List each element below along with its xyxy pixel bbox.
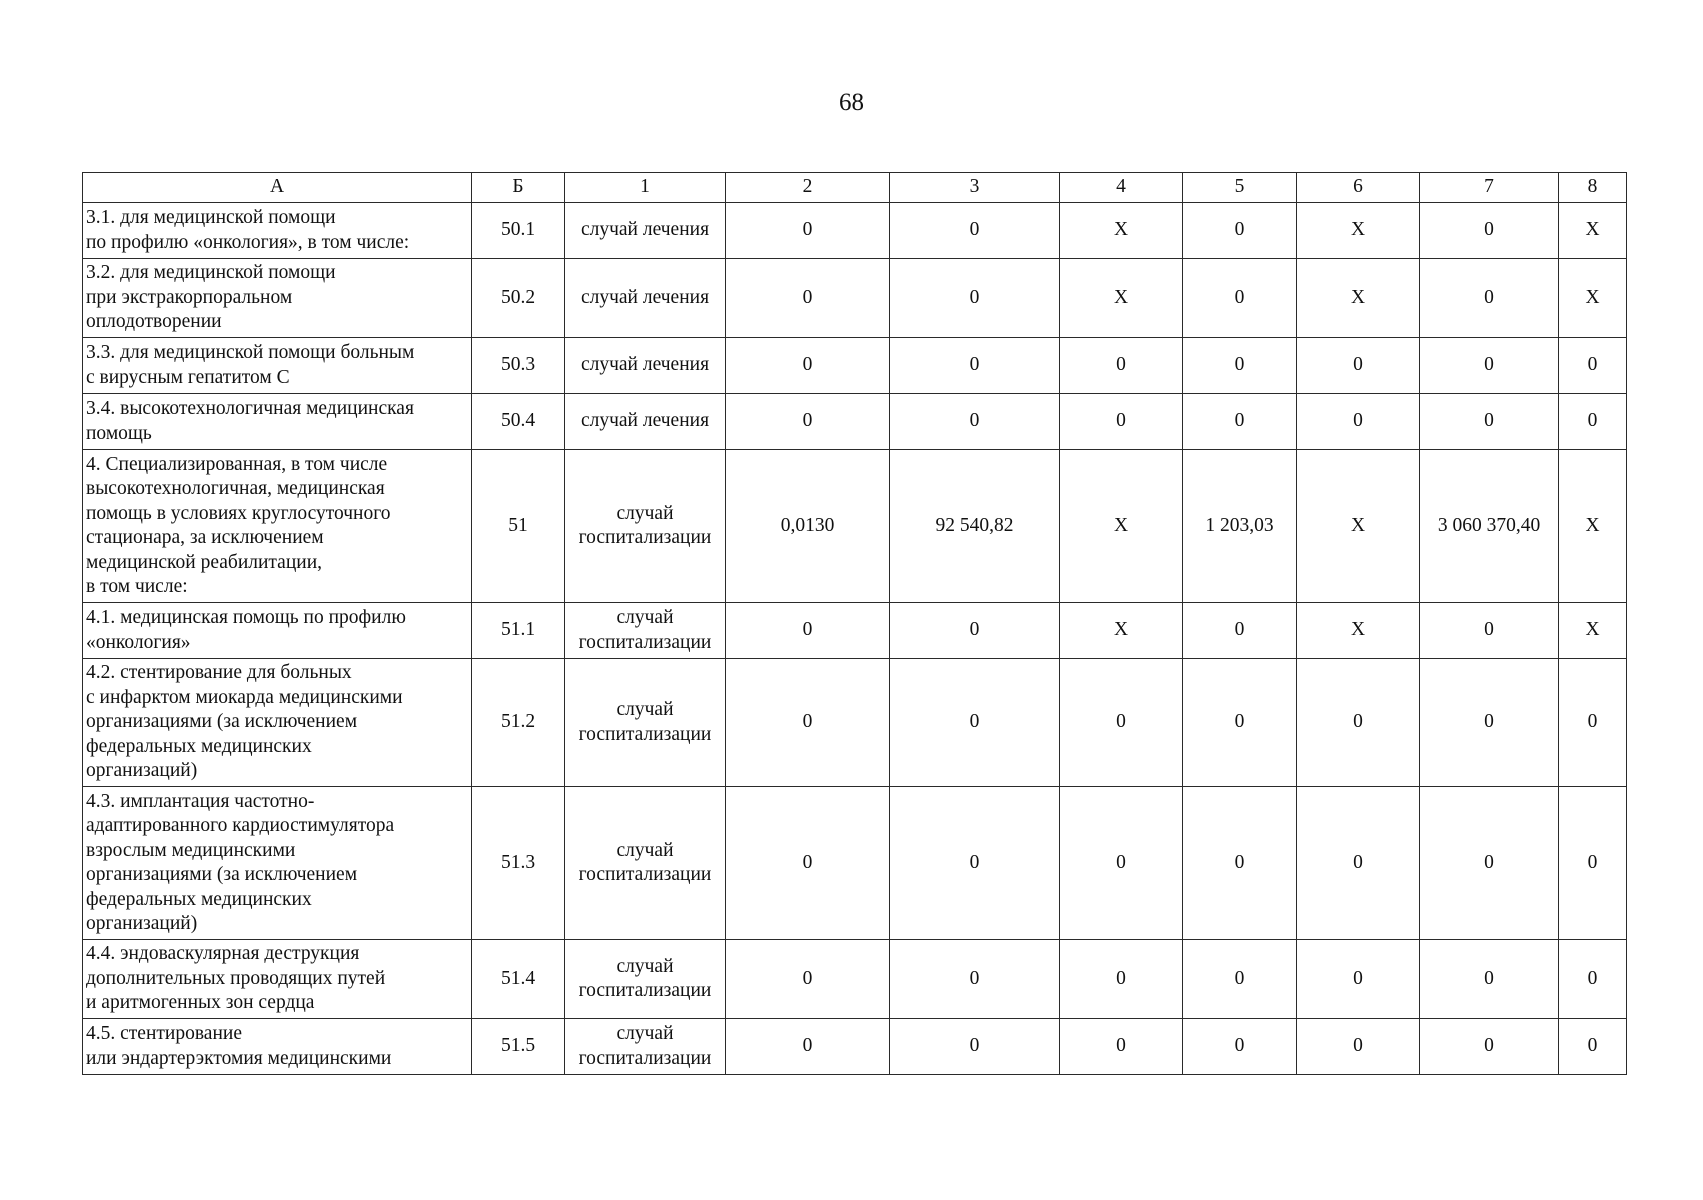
column-header-8: 8	[1559, 173, 1627, 203]
cell-col-2: 0,0130	[726, 450, 890, 603]
row-name: 3.2. для медицинской помощи при экстракорпоральном оплодотворении	[83, 259, 472, 338]
cell-col-7: 3 060 370,40	[1420, 450, 1559, 603]
table-row	[83, 259, 1627, 338]
row-unit: случай госпитализации	[565, 659, 726, 787]
cell-col-2: 0	[726, 394, 890, 450]
cell-col-3: 0	[890, 659, 1060, 787]
row-unit: случай лечения	[565, 203, 726, 259]
cell-col-2: 0	[726, 603, 890, 659]
row-name: 4.5. стентирование или эндартерэктомия медицинскими	[83, 1019, 472, 1075]
cell-col-3: 0	[890, 394, 1060, 450]
cell-col-5: 0	[1183, 787, 1297, 940]
cell-col-5: 0	[1183, 603, 1297, 659]
cell-col-2: 0	[726, 203, 890, 259]
cell-col-6: Х	[1297, 450, 1420, 603]
cell-col-3: 0	[890, 203, 1060, 259]
row-unit: случай лечения	[565, 338, 726, 394]
row-unit: случай госпитализации	[565, 940, 726, 1019]
cell-col-3: 0	[890, 1019, 1060, 1075]
table-row	[83, 603, 1627, 659]
cell-col-8: 0	[1559, 1019, 1627, 1075]
cell-col-5: 0	[1183, 394, 1297, 450]
table-row	[83, 787, 1627, 940]
row-unit: случай лечения	[565, 259, 726, 338]
cell-col-6: 0	[1297, 787, 1420, 940]
column-header-a: А	[83, 173, 472, 203]
cell-col-5: 0	[1183, 338, 1297, 394]
cell-col-5: 0	[1183, 259, 1297, 338]
cell-col-8: Х	[1559, 203, 1627, 259]
table-row	[83, 1019, 1627, 1075]
cell-col-6: 0	[1297, 394, 1420, 450]
cell-col-5: 0	[1183, 940, 1297, 1019]
row-name: 3.3. для медицинской помощи больным с вирусным гепатитом С	[83, 338, 472, 394]
row-name: 3.1. для медицинской помощи по профилю «онкология», в том числе:	[83, 203, 472, 259]
cell-col-8: 0	[1559, 394, 1627, 450]
row-name: 4.1. медицинская помощь по профилю «онкология»	[83, 603, 472, 659]
cell-col-5: 0	[1183, 203, 1297, 259]
cell-col-3: 0	[890, 259, 1060, 338]
cell-col-2: 0	[726, 259, 890, 338]
cell-col-8: 0	[1559, 787, 1627, 940]
row-unit: случай госпитализации	[565, 787, 726, 940]
cell-col-7: 0	[1420, 1019, 1559, 1075]
column-header-2: 2	[726, 173, 890, 203]
column-header-3: 3	[890, 173, 1060, 203]
cell-col-4: Х	[1060, 203, 1183, 259]
cell-col-7: 0	[1420, 394, 1559, 450]
row-code: 51.5	[472, 1019, 565, 1075]
cell-col-5: 1 203,03	[1183, 450, 1297, 603]
cell-col-3: 0	[890, 940, 1060, 1019]
cell-col-4: 0	[1060, 787, 1183, 940]
cell-col-4: 0	[1060, 338, 1183, 394]
row-code: 50.4	[472, 394, 565, 450]
row-code: 51	[472, 450, 565, 603]
cell-col-6: 0	[1297, 1019, 1420, 1075]
cell-col-8: 0	[1559, 659, 1627, 787]
cell-col-7: 0	[1420, 203, 1559, 259]
cell-col-8: Х	[1559, 259, 1627, 338]
row-code: 51.4	[472, 940, 565, 1019]
cell-col-3: 0	[890, 338, 1060, 394]
table-row	[83, 450, 1627, 603]
table-row	[83, 659, 1627, 787]
table-row	[83, 338, 1627, 394]
cell-col-4: 0	[1060, 659, 1183, 787]
row-code: 50.3	[472, 338, 565, 394]
row-name: 4.3. имплантация частотно- адаптированного кардиостимулятора взрослым медицинскими организациями (за исключением федеральных медицинских организаций)	[83, 787, 472, 940]
cell-col-3: 0	[890, 787, 1060, 940]
row-code: 50.1	[472, 203, 565, 259]
column-header-1: 1	[565, 173, 726, 203]
cell-col-6: 0	[1297, 338, 1420, 394]
column-header-b: Б	[472, 173, 565, 203]
cell-col-7: 0	[1420, 338, 1559, 394]
cell-col-7: 0	[1420, 940, 1559, 1019]
table-row	[83, 940, 1627, 1019]
cell-col-4: Х	[1060, 259, 1183, 338]
cell-col-2: 0	[726, 659, 890, 787]
cell-col-6: Х	[1297, 603, 1420, 659]
row-name: 4.4. эндоваскулярная деструкция дополнительных проводящих путей и аритмогенных зон сердца	[83, 940, 472, 1019]
row-unit: случай госпитализации	[565, 450, 726, 603]
cell-col-4: 0	[1060, 940, 1183, 1019]
cell-col-6: Х	[1297, 259, 1420, 338]
cell-col-4: 0	[1060, 1019, 1183, 1075]
row-code: 51.3	[472, 787, 565, 940]
cell-col-6: 0	[1297, 940, 1420, 1019]
cell-col-5: 0	[1183, 659, 1297, 787]
data-table	[82, 172, 1627, 1075]
row-code: 51.1	[472, 603, 565, 659]
cell-col-8: 0	[1559, 940, 1627, 1019]
cell-col-7: 0	[1420, 259, 1559, 338]
cell-col-7: 0	[1420, 659, 1559, 787]
cell-col-8: 0	[1559, 338, 1627, 394]
cell-col-3: 92 540,82	[890, 450, 1060, 603]
cell-col-7: 0	[1420, 787, 1559, 940]
column-header-5: 5	[1183, 173, 1297, 203]
cell-col-4: 0	[1060, 394, 1183, 450]
table-header-row	[83, 173, 1627, 203]
row-unit: случай лечения	[565, 394, 726, 450]
cell-col-6: 0	[1297, 659, 1420, 787]
cell-col-4: Х	[1060, 450, 1183, 603]
column-header-4: 4	[1060, 173, 1183, 203]
table-row	[83, 203, 1627, 259]
cell-col-2: 0	[726, 338, 890, 394]
column-header-6: 6	[1297, 173, 1420, 203]
page-number: 68	[839, 89, 864, 116]
cell-col-4: Х	[1060, 603, 1183, 659]
cell-col-2: 0	[726, 1019, 890, 1075]
row-name: 4.2. стентирование для больных с инфарктом миокарда медицинскими организациями (за исключением федеральных медицинских организаций)	[83, 659, 472, 787]
row-unit: случай госпитализации	[565, 603, 726, 659]
cell-col-7: 0	[1420, 603, 1559, 659]
row-name: 4. Специализированная, в том числе высокотехнологичная, медицинская помощь в условиях круглосуточного стационара, за исключением медицинской реабилитации, в том числе:	[83, 450, 472, 603]
cell-col-2: 0	[726, 787, 890, 940]
row-name: 3.4. высокотехнологичная медицинская помощь	[83, 394, 472, 450]
cell-col-6: Х	[1297, 203, 1420, 259]
row-code: 51.2	[472, 659, 565, 787]
cell-col-8: Х	[1559, 603, 1627, 659]
cell-col-8: Х	[1559, 450, 1627, 603]
table-row	[83, 394, 1627, 450]
cell-col-3: 0	[890, 603, 1060, 659]
row-unit: случай госпитализации	[565, 1019, 726, 1075]
cell-col-5: 0	[1183, 1019, 1297, 1075]
cell-col-2: 0	[726, 940, 890, 1019]
row-code: 50.2	[472, 259, 565, 338]
column-header-7: 7	[1420, 173, 1559, 203]
